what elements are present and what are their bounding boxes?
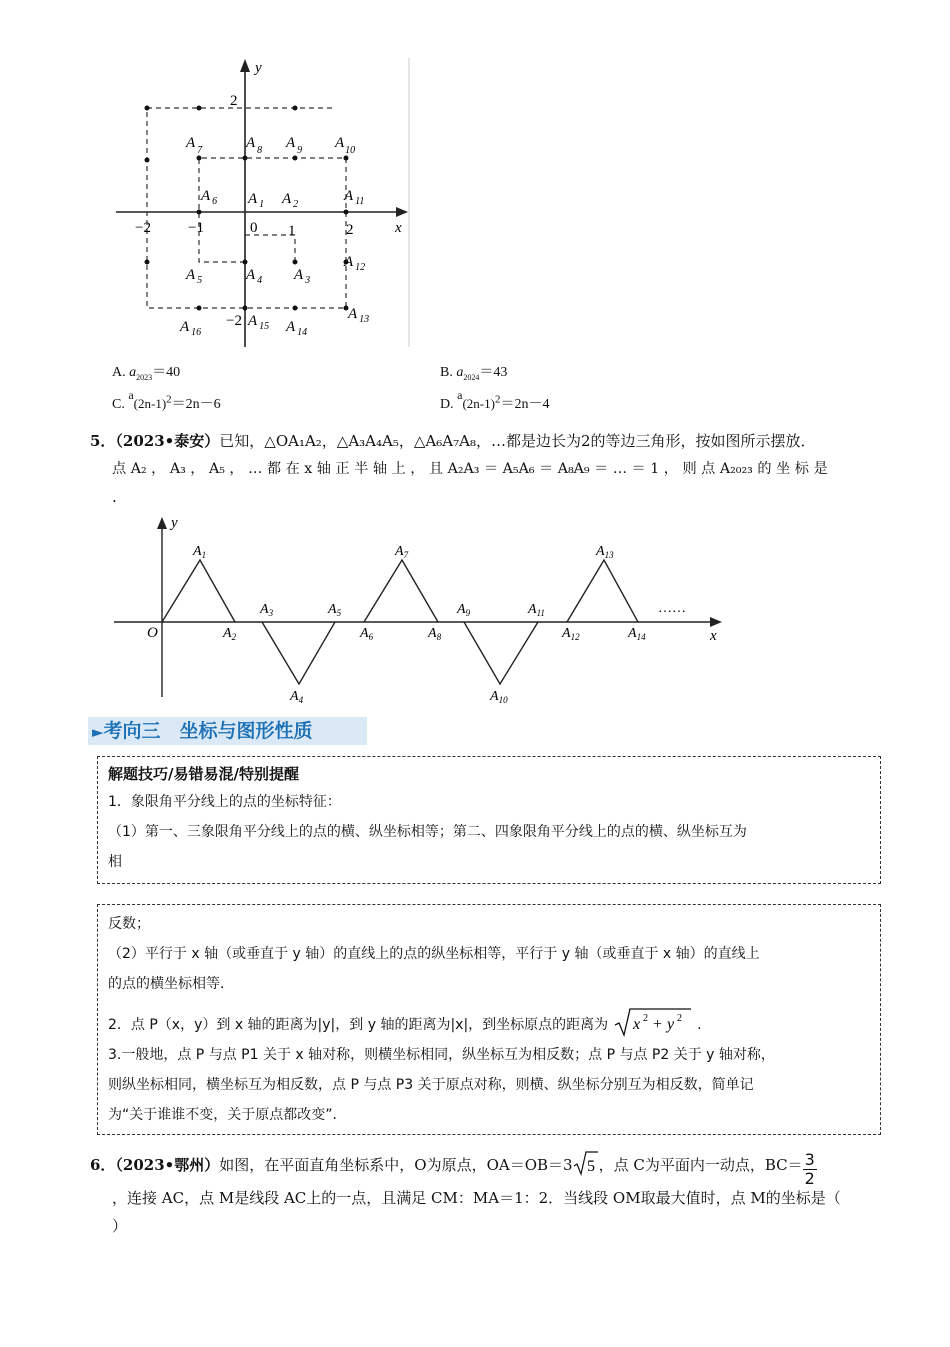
tips-line: 相 <box>108 854 122 870</box>
sqrt-five <box>573 1150 599 1176</box>
tick-p1: 1 <box>288 223 296 239</box>
tips-line: 反数； <box>108 916 150 932</box>
tri-label-a6: $A_6$ <box>360 626 374 642</box>
tri-label-a12: $A_{12}$ <box>562 626 580 642</box>
section-arrow-icon: ► <box>92 723 104 741</box>
tri-label-a1: $A_1$ <box>193 544 207 560</box>
tri-label-a14: $A_{14}$ <box>628 626 646 642</box>
sqrt-formula <box>613 1005 693 1037</box>
option-b[interactable]: B. $a_{2024}=43$ <box>440 365 508 382</box>
svg-text:2: 2 <box>642 1013 648 1024</box>
question-5 <box>90 427 865 511</box>
svg-text:+: + <box>652 1016 662 1033</box>
question-6 <box>90 1150 880 1240</box>
question-6-line1: 6．（2023•鄂州）如图，在平面直角坐标系中，O为原点，OA＝OB＝3 5 ，点 C为平面内一动点，BC＝ $\frac{3}{2}$ <box>90 1150 815 1188</box>
tips-box-1 <box>97 756 881 884</box>
origin-label: O <box>147 625 158 641</box>
label-a5: A $_5$ <box>186 267 203 286</box>
label-a12: A $_{12}$ <box>344 254 366 273</box>
svg-text:x: x <box>632 1016 640 1033</box>
tips-line: （2）平行于 x 轴（或垂直于 y 轴）的直线上的点的纵坐标相等，平行于 y 轴（或垂直于 x 轴）的直线上 <box>108 946 760 962</box>
label-a4: A $_4$ <box>246 267 263 286</box>
section-title: 考向三 坐标与图形性质 <box>103 720 313 742</box>
label-a3: A $_3$ <box>294 267 311 286</box>
section-header <box>88 717 367 745</box>
question-5-line1: 5．（2023•泰安）已知，△OA₁A₂，△A₃A₄A₅，△A₆A₇A₈，…都是边长为2的等边三角形，按如图所示摆放． <box>90 432 816 450</box>
axis-label-y: y <box>255 60 262 76</box>
option-d[interactable]: D. $a(2n-1)^2=2n-4$ <box>440 388 550 412</box>
tri-label-a7: $A_7$ <box>395 544 409 560</box>
label-a16: A $_{16}$ <box>180 319 202 338</box>
tri-label-a11: $A_{11}$ <box>528 602 545 618</box>
figure-square-spiral <box>110 55 412 350</box>
question-5-line3: . <box>112 488 117 506</box>
label-a10: $A_{10}$ <box>335 135 356 156</box>
tips-line: 1．象限角平分线上的点的坐标特征： <box>108 794 341 810</box>
label-a6: A $_6$ <box>201 188 218 207</box>
tri-label-a5: $A_5$ <box>328 602 342 618</box>
tips-line: 则纵坐标相同，横坐标互为相反数，点 P 与点 P3 关于原点对称，则横、纵坐标分别互为相反数，简单记 <box>108 1077 754 1093</box>
tri-label-a10: $A_{10}$ <box>490 689 508 705</box>
ellipsis: …… <box>658 601 686 616</box>
question-6-line2: ，连接 AC，点 M是线段 AC上的一点，且满足 CM：MA＝1：2．当线段 OM取最大值时，点 M的坐标是（ <box>112 1189 841 1207</box>
tips-line: （1）第一、三象限角平分线上的点的横、纵坐标相等；第二、四象限角平分线上的点的横、纵坐标互为 <box>108 824 747 840</box>
label-a1: A $_1$ <box>248 191 265 210</box>
axis-label-y: y <box>171 515 178 531</box>
svg-text:2: 2 <box>676 1013 682 1024</box>
axis-label-x: x <box>710 628 717 644</box>
tri-label-a2: $A_2$ <box>223 626 237 642</box>
label-a7: A $_7$ <box>186 135 203 156</box>
tips-line-distance: 2．点 P（x，y）到 x 轴的距离为|y|，到 y 轴的距离为|x|，到坐标原点的距离为 x 2 + y 2 . <box>108 1005 870 1040</box>
tips-line: 3.一般地，点 P 与点 P1 关于 x 轴对称，则横坐标相同，纵坐标互为相反数；点 P 与点 P2 关于 y 轴对称， <box>108 1047 775 1063</box>
option-a[interactable]: A. $a_{2023}=40$ <box>112 365 181 382</box>
label-a15: A $_{15}$ <box>248 313 270 332</box>
tick-n2: −2 <box>135 220 151 236</box>
figure-triangles <box>110 512 730 708</box>
tick-p2: 2 <box>346 222 354 238</box>
label-a11: A $_{11}$ <box>344 188 365 207</box>
tick-y2: 2 <box>230 93 238 109</box>
tri-label-a13: $A_{13}$ <box>596 544 614 560</box>
label-a2: A $_2$ <box>282 191 299 210</box>
fraction-3-2: $\frac{3}{2}$ <box>804 1150 815 1188</box>
question-6-line3: ） <box>112 1217 128 1235</box>
tick-zero: 0 <box>250 220 258 236</box>
tips-line: 的点的横坐标相等． <box>108 976 234 992</box>
label-a9: A $_9$ <box>286 135 303 156</box>
option-c[interactable]: C. $a(2n-1)^2=2n-6$ <box>112 388 221 412</box>
tri-label-a4: $A_4$ <box>290 689 304 705</box>
tri-label-a8: $A_8$ <box>428 626 442 642</box>
question-5-line2: 点 A₂ ， A₃ ， A₅ ， … 都 在 x 轴 正 半 轴 上 ， 且 A₂A₃ ＝ A₅A₆ ＝ A₈A₉ ＝ … ＝ 1 ， 则 点 A₂₀₂₃ 的 坐 标 是 <box>112 461 828 477</box>
svg-text:5: 5 <box>586 1158 595 1175</box>
tick-yn2: −2 <box>226 313 242 329</box>
tips-line: 为“关于谁谁不变，关于原点都改变”． <box>108 1107 347 1123</box>
label-a8: A $_8$ <box>246 135 263 156</box>
label-a14: A $_{14}$ <box>286 319 308 338</box>
tips-title: 解题技巧/易错易混/特别提醒 <box>108 765 299 783</box>
tri-label-a3: $A_3$ <box>260 602 274 618</box>
tick-n1: −1 <box>188 220 204 236</box>
axis-label-x: x <box>395 220 402 236</box>
tri-label-a9: $A_9$ <box>457 602 471 618</box>
label-a13: A $_{13}$ <box>348 306 370 325</box>
tips-box-2 <box>97 904 881 1135</box>
svg-text:y: y <box>666 1016 674 1033</box>
